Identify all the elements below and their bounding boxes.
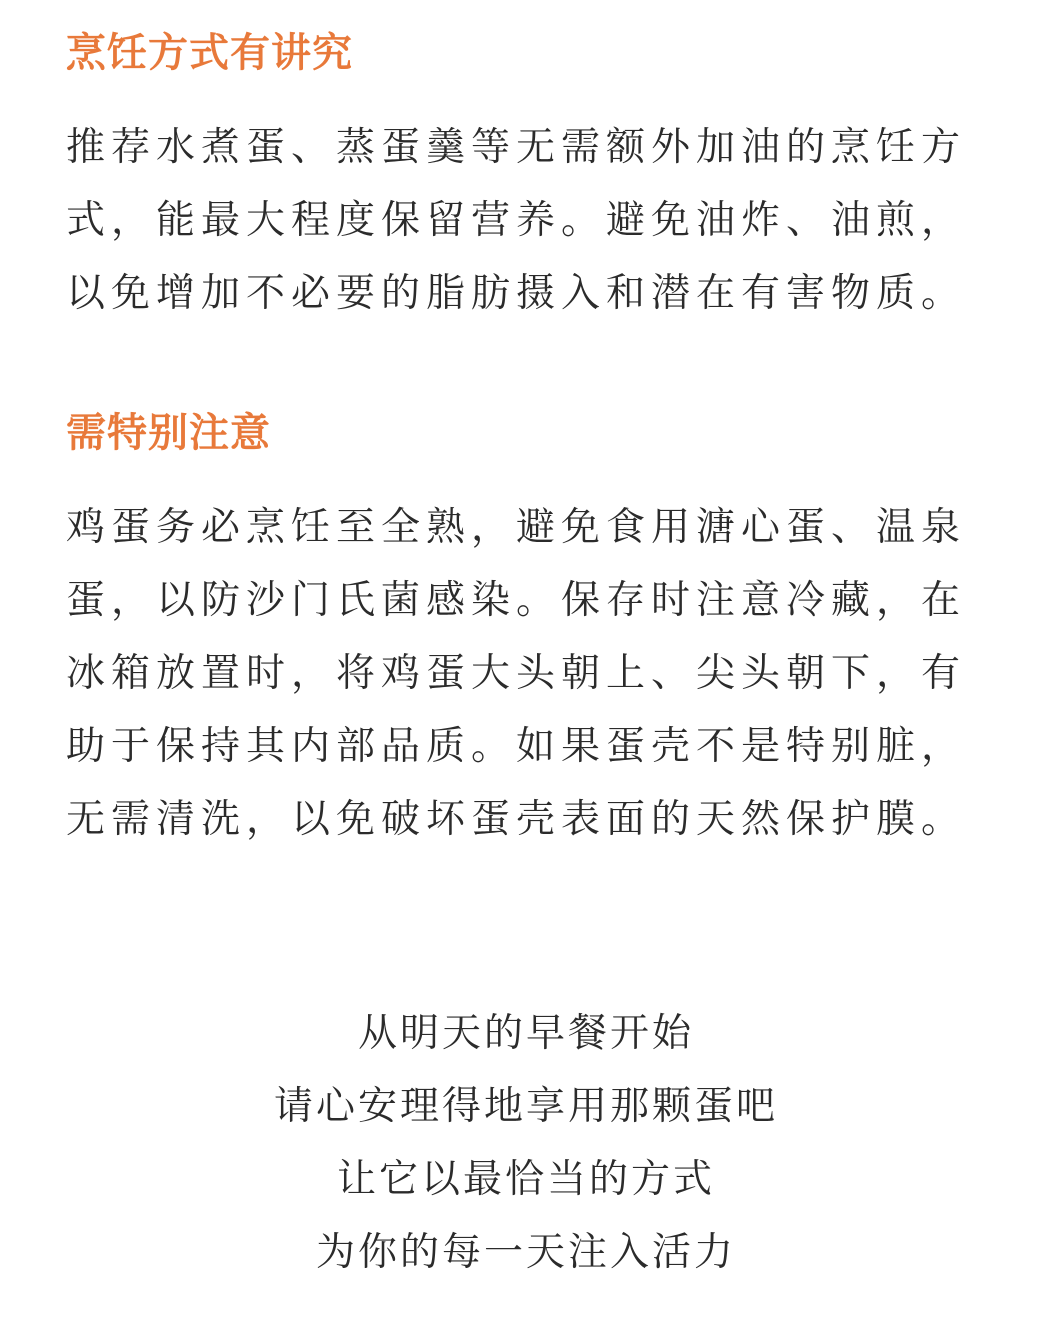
paragraph-line: 助于保持其内部品质。如果蛋壳不是特别脏， xyxy=(66,724,967,769)
paragraph-line: 以免增加不必要的脂肪摄入和潜在有害物质。 xyxy=(66,271,967,316)
section-1-body xyxy=(66,111,996,330)
section-1 xyxy=(66,30,996,76)
paragraph-cooking-method xyxy=(66,111,996,330)
section-2 xyxy=(66,410,996,456)
paragraph-line: 推荐水煮蛋、蒸蛋羹等无需额外加油的烹饪方 xyxy=(66,125,967,170)
closing-line: 从明天的早餐开始 xyxy=(357,1011,694,1056)
paragraph-special-attention xyxy=(66,491,996,856)
paragraph-line: 鸡蛋务必烹饪至全熟，避免食用溏心蛋、温泉 xyxy=(66,505,967,550)
section-heading-special-attention: 需特别注意 xyxy=(66,410,271,456)
closing-line: 为你的每一天注入活力 xyxy=(315,1230,736,1275)
section-heading-cooking-method: 烹饪方式有讲究 xyxy=(66,30,353,76)
paragraph-line: 冰箱放置时，将鸡蛋大头朝上、尖头朝下，有 xyxy=(66,651,967,696)
paragraph-line: 蛋，以防沙门氏菌感染。保存时注意冷藏，在 xyxy=(66,578,967,623)
paragraph-line: 式，能最大程度保留营养。避免油炸、油煎， xyxy=(66,198,967,243)
closing-verse xyxy=(0,997,1052,1289)
closing-line: 请心安理得地享用那颗蛋吧 xyxy=(273,1084,778,1129)
section-2-body xyxy=(66,491,996,856)
closing-line: 让它以最恰当的方式 xyxy=(336,1157,715,1202)
paragraph-line: 无需清洗，以免破坏蛋壳表面的天然保护膜。 xyxy=(66,797,967,842)
